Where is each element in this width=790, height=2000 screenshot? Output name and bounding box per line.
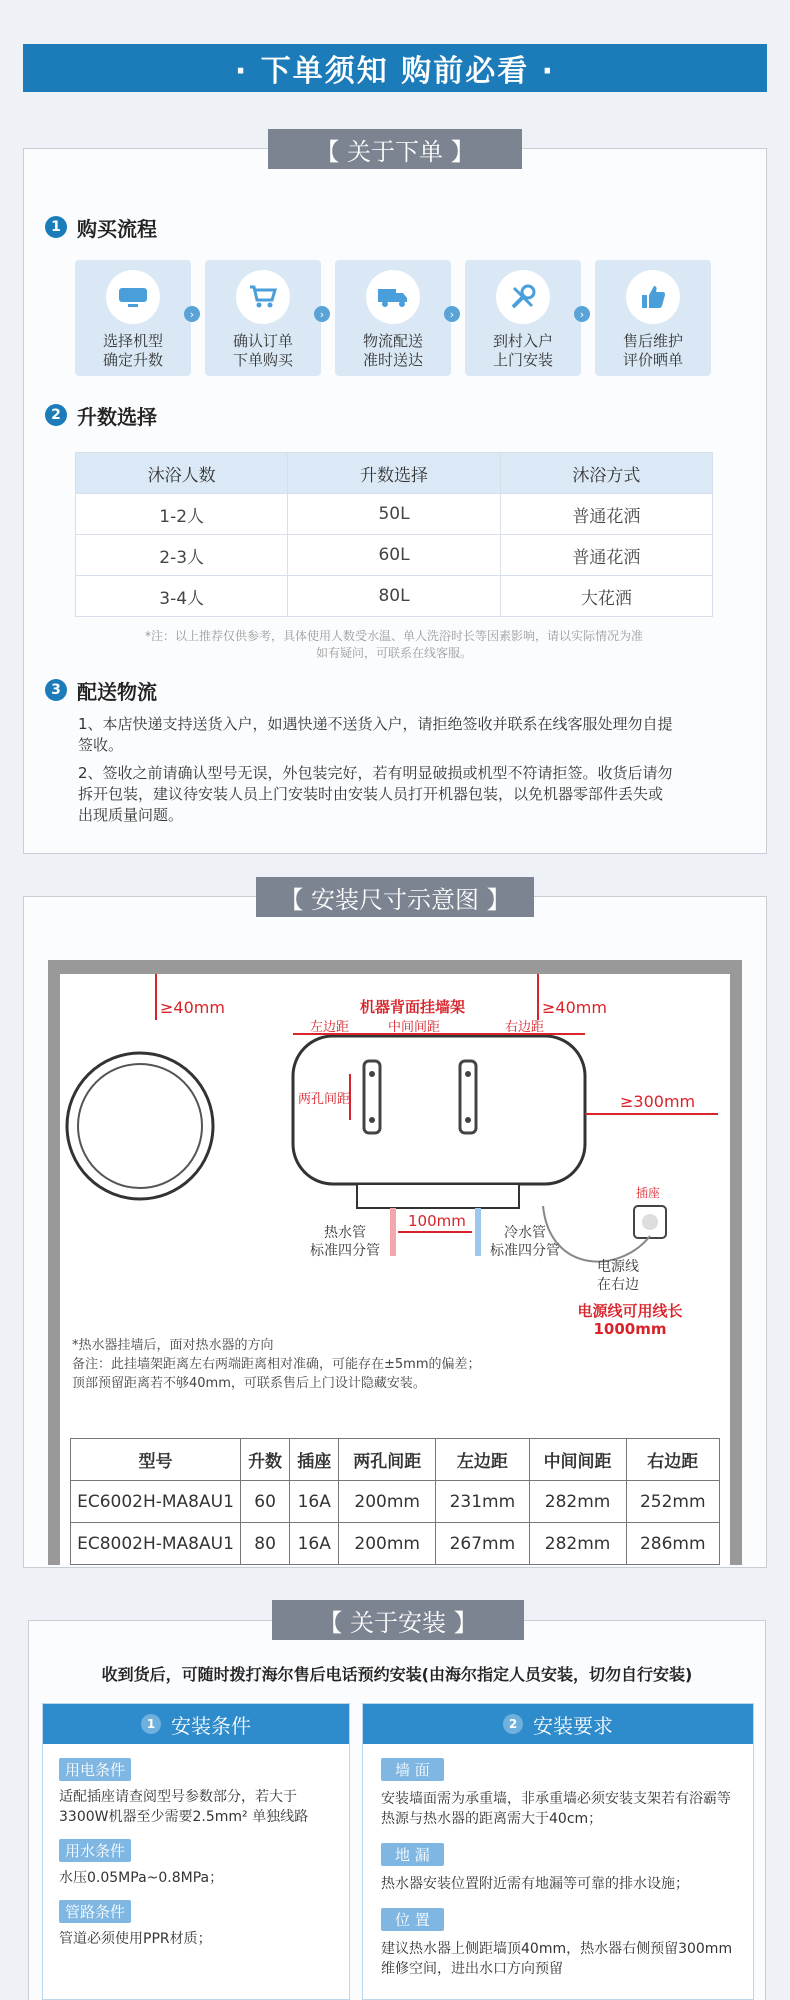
drain-text: 热水器安装位置附近需有地漏等可靠的排水设施； xyxy=(381,1876,689,1892)
cold-pipe-label: 冷水管 标准四分管 xyxy=(490,1225,560,1259)
step-label: 售后维护 评价晒单 xyxy=(622,332,683,369)
left-distance-label: 左边距 xyxy=(310,1020,350,1035)
table-cell: 60L xyxy=(288,535,500,576)
installation-diagram xyxy=(48,960,742,1565)
step-delivery xyxy=(335,260,451,376)
table-header: 插座 xyxy=(290,1439,339,1481)
purchase-flow-heading: 购买流程 xyxy=(77,217,157,241)
step-after-sales xyxy=(595,260,711,376)
card-title: 安装要求 xyxy=(533,1713,613,1738)
table-row xyxy=(76,494,713,535)
table-cell: 3-4人 xyxy=(76,576,288,617)
table-cell: 200mm xyxy=(339,1523,436,1565)
dimensions-section-title: 【 安装尺寸示意图 】 xyxy=(256,877,534,917)
table-cell: 231mm xyxy=(436,1481,529,1523)
cart-icon xyxy=(236,270,290,324)
table-row xyxy=(76,535,713,576)
table-header: 沐浴人数 xyxy=(76,453,288,494)
side-clearance-label: ≥300mm xyxy=(620,1092,696,1111)
bracket-title: 机器背面挂墙架 xyxy=(360,998,466,1016)
power-cord-label: 电源线 在右边 xyxy=(597,1259,639,1293)
wall-text: 安装墙面需为承重墙，非承重墙必须安装支架若有浴霸等热源与热水器的距离需大于40cm； xyxy=(381,1791,731,1827)
truck-icon xyxy=(366,270,420,324)
table-cell: 16A xyxy=(290,1523,339,1565)
table-cell: 50L xyxy=(288,494,500,535)
table-cell: EC6002H-MA8AU1 xyxy=(71,1481,241,1523)
screen-icon xyxy=(106,270,160,324)
page-banner: · 下单须知 购前必看 · xyxy=(23,44,767,92)
step-label: 确认订单 下单购买 xyxy=(232,332,293,369)
install-requirements-card xyxy=(362,1703,754,2000)
table-cell: 282mm xyxy=(529,1481,626,1523)
table-cell: EC8002H-MA8AU1 xyxy=(71,1523,241,1565)
delivery-paragraph-2: 2、签收之前请确认型号无误，外包装完好，若有明显破损或机型不符请拒签。收货后请勿拆开包装，建议待安装人员上门安装时由安装人员打开机器包装，以免机器零部件丢失或出现质量问题。 xyxy=(78,764,673,824)
power-condition-tag: 用电条件 xyxy=(59,1758,131,1781)
table-cell: 252mm xyxy=(626,1481,720,1523)
step-label: 选择机型 确定升数 xyxy=(102,332,163,369)
socket-icon xyxy=(642,1214,658,1230)
card-number: 1 xyxy=(141,1714,161,1734)
drain-tag: 地 漏 xyxy=(381,1843,444,1866)
capacity-heading: 升数选择 xyxy=(77,405,157,429)
install-conditions-card xyxy=(42,1703,350,2000)
diagram-note-line: 备注：此挂墙架距离左右两端距离相对准确，可能存在±5mm的偏差； xyxy=(72,1357,481,1372)
table-cell: 80 xyxy=(241,1523,290,1565)
table-cell: 286mm xyxy=(626,1523,720,1565)
install-conditions-header xyxy=(43,1704,349,1744)
table-cell: 普通花洒 xyxy=(500,535,712,576)
tools-icon xyxy=(496,270,550,324)
table-cell: 普通花洒 xyxy=(500,494,712,535)
table-cell: 267mm xyxy=(436,1523,529,1565)
install-section-title: 【 关于安装 】 xyxy=(272,1600,524,1640)
step-number-3: 3 xyxy=(45,679,67,701)
table-row xyxy=(76,576,713,617)
table-row xyxy=(71,1481,720,1523)
install-intro: 收到货后，可随时拨打海尔售后电话预约安装(由海尔指定人员安装，切勿自行安装) xyxy=(101,1665,693,1684)
capacity-table xyxy=(75,452,713,617)
card-title: 安装条件 xyxy=(171,1713,251,1738)
capacity-note xyxy=(75,628,713,662)
table-cell: 16A xyxy=(290,1481,339,1523)
table-cell: 2-3人 xyxy=(76,535,288,576)
table-cell: 1-2人 xyxy=(76,494,288,535)
step-select-model xyxy=(75,260,191,376)
pipe-condition-tag: 管路条件 xyxy=(59,1900,131,1923)
table-header: 升数 xyxy=(241,1439,290,1481)
table-header-row xyxy=(76,453,713,494)
table-header: 中间间距 xyxy=(529,1439,626,1481)
capacity-note-line: 如有疑问，可联系在线客服。 xyxy=(315,646,472,660)
table-header: 沐浴方式 xyxy=(500,453,712,494)
water-condition-tag: 用水条件 xyxy=(59,1839,131,1862)
pipe-condition-text: 管道必须使用PPR材质； xyxy=(59,1931,212,1947)
order-section-title: 【 关于下单 】 xyxy=(268,129,522,169)
step-number-2: 2 xyxy=(45,404,67,426)
table-header: 型号 xyxy=(71,1439,241,1481)
table-header: 右边距 xyxy=(626,1439,720,1481)
table-cell: 200mm xyxy=(339,1481,436,1523)
middle-distance-label: 中间间距 xyxy=(388,1020,441,1035)
right-distance-label: 右边距 xyxy=(505,1020,545,1035)
water-condition-text: 水压0.05MPa~0.8MPa； xyxy=(59,1870,224,1886)
diagram-note-line: 顶部预留距离若不够40mm，可联系售后上门设计隐藏安装。 xyxy=(72,1376,426,1391)
chevron-right-icon: › xyxy=(184,306,200,322)
chevron-right-icon: › xyxy=(574,306,590,322)
diagram-note-line: *热水器挂墙后，面对热水器的方向 xyxy=(72,1338,274,1353)
step-number-1: 1 xyxy=(45,216,67,238)
diagram-note xyxy=(72,1336,481,1393)
table-cell: 80L xyxy=(288,576,500,617)
table-header: 左边距 xyxy=(436,1439,529,1481)
table-cell: 60 xyxy=(241,1481,290,1523)
hole-distance-label: 两孔间距 xyxy=(298,1092,351,1107)
top-clearance-left: ≥40mm xyxy=(160,998,225,1017)
table-cell: 282mm xyxy=(529,1523,626,1565)
chevron-right-icon: › xyxy=(444,306,460,322)
table-row xyxy=(71,1523,720,1565)
power-condition-text: 适配插座请查阅型号参数部分，若大于3300W机器至少需要2.5mm² 单独线路 xyxy=(59,1789,309,1825)
hot-pipe-label: 热水管 标准四分管 xyxy=(310,1225,380,1259)
step-label: 到村入户 上门安装 xyxy=(492,332,553,369)
position-text: 建议热水器上侧距墙顶40mm，热水器右侧预留300mm维修空间，进出水口方向预留 xyxy=(381,1941,733,1977)
purchase-steps xyxy=(75,260,715,380)
thumbs-up-icon xyxy=(626,270,680,324)
install-requirements-header xyxy=(363,1704,753,1744)
cord-length-label: 电源线可用线长 1000mm xyxy=(577,1302,683,1338)
delivery-paragraph-1: 1、本店快递支持送货入户，如遇快递不送货入户，请拒绝签收并联系在线客服处理勿自提签收。 xyxy=(78,715,673,754)
step-confirm-order xyxy=(205,260,321,376)
table-header: 升数选择 xyxy=(288,453,500,494)
wall-tag: 墙 面 xyxy=(381,1758,444,1781)
card-number: 2 xyxy=(503,1714,523,1734)
capacity-note-line: *注：以上推荐仅供参考，具体使用人数受水温、单人洗浴时长等因素影响，请以实际情况为准 xyxy=(144,629,643,643)
spec-table xyxy=(70,1438,720,1565)
top-clearance-right: ≥40mm xyxy=(542,998,607,1017)
chevron-right-icon: › xyxy=(314,306,330,322)
pipe-gap-label: 100mm xyxy=(408,1212,466,1230)
table-cell: 大花洒 xyxy=(500,576,712,617)
step-installation xyxy=(465,260,581,376)
delivery-heading: 配送物流 xyxy=(77,680,157,704)
position-tag: 位 置 xyxy=(381,1908,444,1931)
step-label: 物流配送 准时送达 xyxy=(362,332,423,369)
table-header-row xyxy=(71,1439,720,1481)
table-header: 两孔间距 xyxy=(339,1439,436,1481)
socket-label: 插座 xyxy=(636,1186,661,1200)
diagram-canvas xyxy=(60,974,730,1565)
